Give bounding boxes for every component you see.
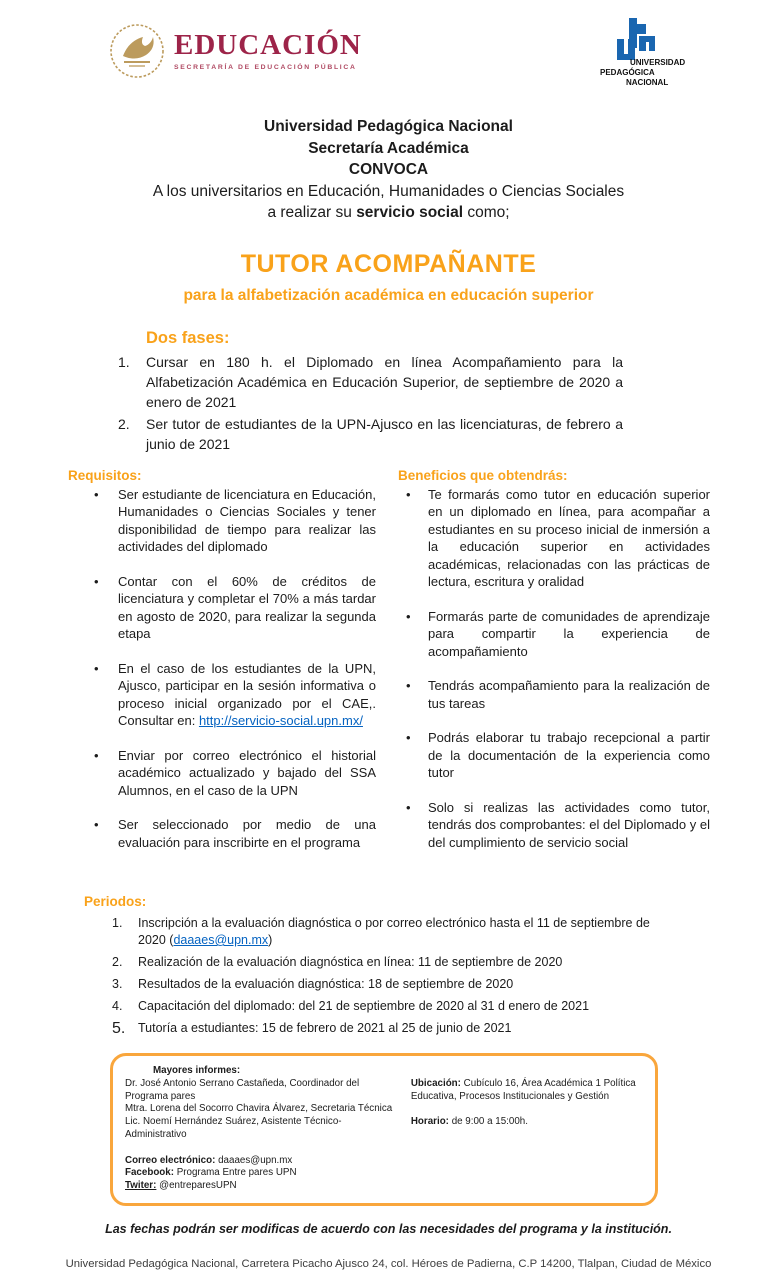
sep-subtitle: SECRETARÍA DE EDUCACIÓN PÚBLICA [174,64,357,71]
periodo-text: Resultados de la evaluación diagnóstica: 18 de septiembre de 2020 [138,977,514,991]
periodo-item [112,976,672,993]
list-item [398,799,716,852]
beneficio-text: Solo si realizas las actividades como tutor, tendrás dos comprobantes: el del Diplomado y el del cumplimiento de servicio social [428,799,710,850]
bullet-icon: • [406,730,411,745]
item-number: 4. [112,999,123,1013]
periodo-item [112,915,672,949]
sep-wordmark: EDUCACIÓN [174,29,362,61]
beneficio-text: Formarás parte de comunidades de aprendizaje para compartir la experiencia de acompañamiento [428,608,710,659]
fase-item [118,352,623,412]
item-number: 1. [112,916,123,930]
informes-heading: Mayores informes: [153,1065,241,1076]
spacer [125,1142,395,1155]
requisito-text: Ser estudiante de licenciatura en Educación, Humanidades o Ciencias Sociales y tener disponibilidad de tiempo para realizar las actividades del diplomado [118,486,376,554]
audience-line: A los universitarios en Educación, Humanidades o Ciencias Sociales [152,182,625,200]
list-item [398,729,716,782]
bullet-icon: • [94,747,99,763]
list-item [68,660,386,730]
beneficios-heading: Beneficios que obtendrás: [398,467,568,483]
upn-text-line: UNIVERSIDAD [630,58,686,67]
twitter-row: Twiter: @entreparesUPN [125,1180,237,1192]
requisito-text: En el caso de los estudiantes de la UPN, Ajusco, participar en la sesión informativa o proceso inicial organizado por el CAE,. Consultar en: http://servicio-social.upn.mx/ [118,660,376,728]
contact-left-column [125,1065,395,1193]
footer-address: Universidad Pedagógica Nacional, Carretera Picacho Ajusco 24, col. Héroes de Padierna, C.P 14200, Tlalpan, Ciudad de México [65,1257,712,1270]
servicio-social-link[interactable]: http://servicio-social.upn.mx/ [198,713,363,728]
dept-name: Secretaría Académica [308,139,469,157]
bullet-icon: • [94,486,99,502]
sep-eagle-icon [108,22,166,85]
item-number: 3. [112,977,123,991]
beneficio-text: Podrás elaborar tu trabajo recepcional a partir de la documentación de la experiencia como tutor [428,730,710,780]
contact-right-column [411,1065,641,1193]
list-item [398,486,716,591]
beneficio-text: Te formarás como tutor en educación superior en un diplomado en línea, para acompañar a estudiantes en su proceso inicial de inmersión a la educación superior en actividades académicas, relacionadas con las prácticas de lectura, escritura y oralidad [428,486,710,589]
list-item [68,747,386,800]
email-row: Correo electrónico: daaaes@upn.mx [125,1154,293,1166]
list-item [68,486,386,556]
periodo-item [112,954,672,971]
item-number: 5. [112,1020,126,1037]
upn-text-line: NACIONAL [626,78,669,87]
requisitos-heading: Requisitos: [68,467,142,483]
intro-block [0,116,777,224]
sep-logo [108,22,362,85]
requisito-text: Enviar por correo electrónico el historial académico actualizado y bajado del SSA Alumnos, en el caso de la UPN [118,747,376,798]
spacer [411,1104,641,1117]
item-number: 1. [118,353,130,370]
contact-info-box [110,1053,658,1206]
dates-disclaimer: Las fechas podrán ser modificas de acuerdo con las necesidades del programa y la institución. [105,1221,672,1236]
periodos-section [84,894,777,1037]
bullet-icon: • [94,817,99,832]
requisitos-column [68,468,386,869]
fases-heading: Dos fases: [146,328,230,347]
bullet-icon: • [406,799,411,815]
bullet-icon: • [406,486,411,502]
bullet-icon: • [406,678,411,693]
email-link[interactable]: daaaes@upn.mx [173,933,269,947]
beneficio-text: Tendrás acompañamiento para la realización de tus tareas [428,678,710,711]
contact-person: Lic. Noemí Hernández Suárez, Asistente Técnico-Administrativo [125,1116,342,1140]
servicio-social-emphasis: servicio social [356,204,464,221]
fase-text: Cursar en 180 h. el Diplomado en línea Acompañamiento para la Alfabetización Académica en Educación Superior, de septiembre de 2020 a enero de 2021 [146,353,623,410]
bullet-icon: • [94,573,99,589]
fase-item [118,414,623,454]
requisito-text: Contar con el 60% de créditos de licenciatura y completar el 70% a más tardar en agosto de 2020, para realizar la segunda etapa [118,573,376,641]
beneficios-column [398,468,716,869]
contact-person: Dr. José Antonio Serrano Castañeda, Coordinador del Programa pares [125,1077,360,1102]
fases-section [118,329,623,454]
contact-person: Mtra. Lorena del Socorro Chavira Álvarez, Secretaria Técnica [125,1103,393,1115]
bullet-icon: • [94,660,99,676]
requisito-text: Ser seleccionado por medio de una evaluación para inscribirte en el programa [118,817,376,850]
list-item [398,608,716,661]
list-item [68,816,386,851]
item-number: 2. [112,955,123,969]
two-column-section [68,468,777,869]
list-item [398,677,716,712]
page-title: TUTOR ACOMPAÑANTE [240,249,537,278]
list-item [68,573,386,643]
fase-text: Ser tutor de estudiantes de la UPN-Ajusco en las licenciaturas, de febrero a junio de 2021 [146,415,623,452]
periodo-text: Capacitación del diplomado: del 21 de septiembre de 2020 al 31 d enero de 2021 [138,999,590,1013]
periodo-text: Tutoría a estudiantes: 15 de febrero de 2021 al 25 de junio de 2021 [138,1021,512,1035]
call-line: a realizar su servicio social como; [267,204,510,221]
periodo-item [112,998,672,1015]
page-subtitle: para la alfabetización académica en educación superior [183,286,594,304]
periodo-item [112,1020,672,1037]
facebook-row: Facebook: Programa Entre pares UPN [125,1167,297,1179]
location-row: Ubicación: Cubículo 16, Área Académica 1 Política Educativa, Procesos Institucionales y Gestión [410,1078,636,1102]
header-logos [0,0,777,100]
org-name: Universidad Pedagógica Nacional [264,118,513,135]
upn-logo [586,18,716,96]
periodos-heading: Periodos: [84,894,147,909]
periodo-text: Realización de la evaluación diagnóstica en línea: 11 de septiembre de 2020 [138,955,563,969]
periodo-text: Inscripción a la evaluación diagnóstica o por correo electrónico hasta el 11 de septiembre de 2020 (daaaes@upn.mx) [138,916,650,947]
schedule-row: Horario: de 9:00 a 15:00h. [410,1116,528,1128]
bullet-icon: • [406,608,411,624]
item-number: 2. [118,415,130,432]
upn-text-line: PEDAGÓGICA [600,68,655,77]
convoca-heading: CONVOCA [348,161,429,178]
